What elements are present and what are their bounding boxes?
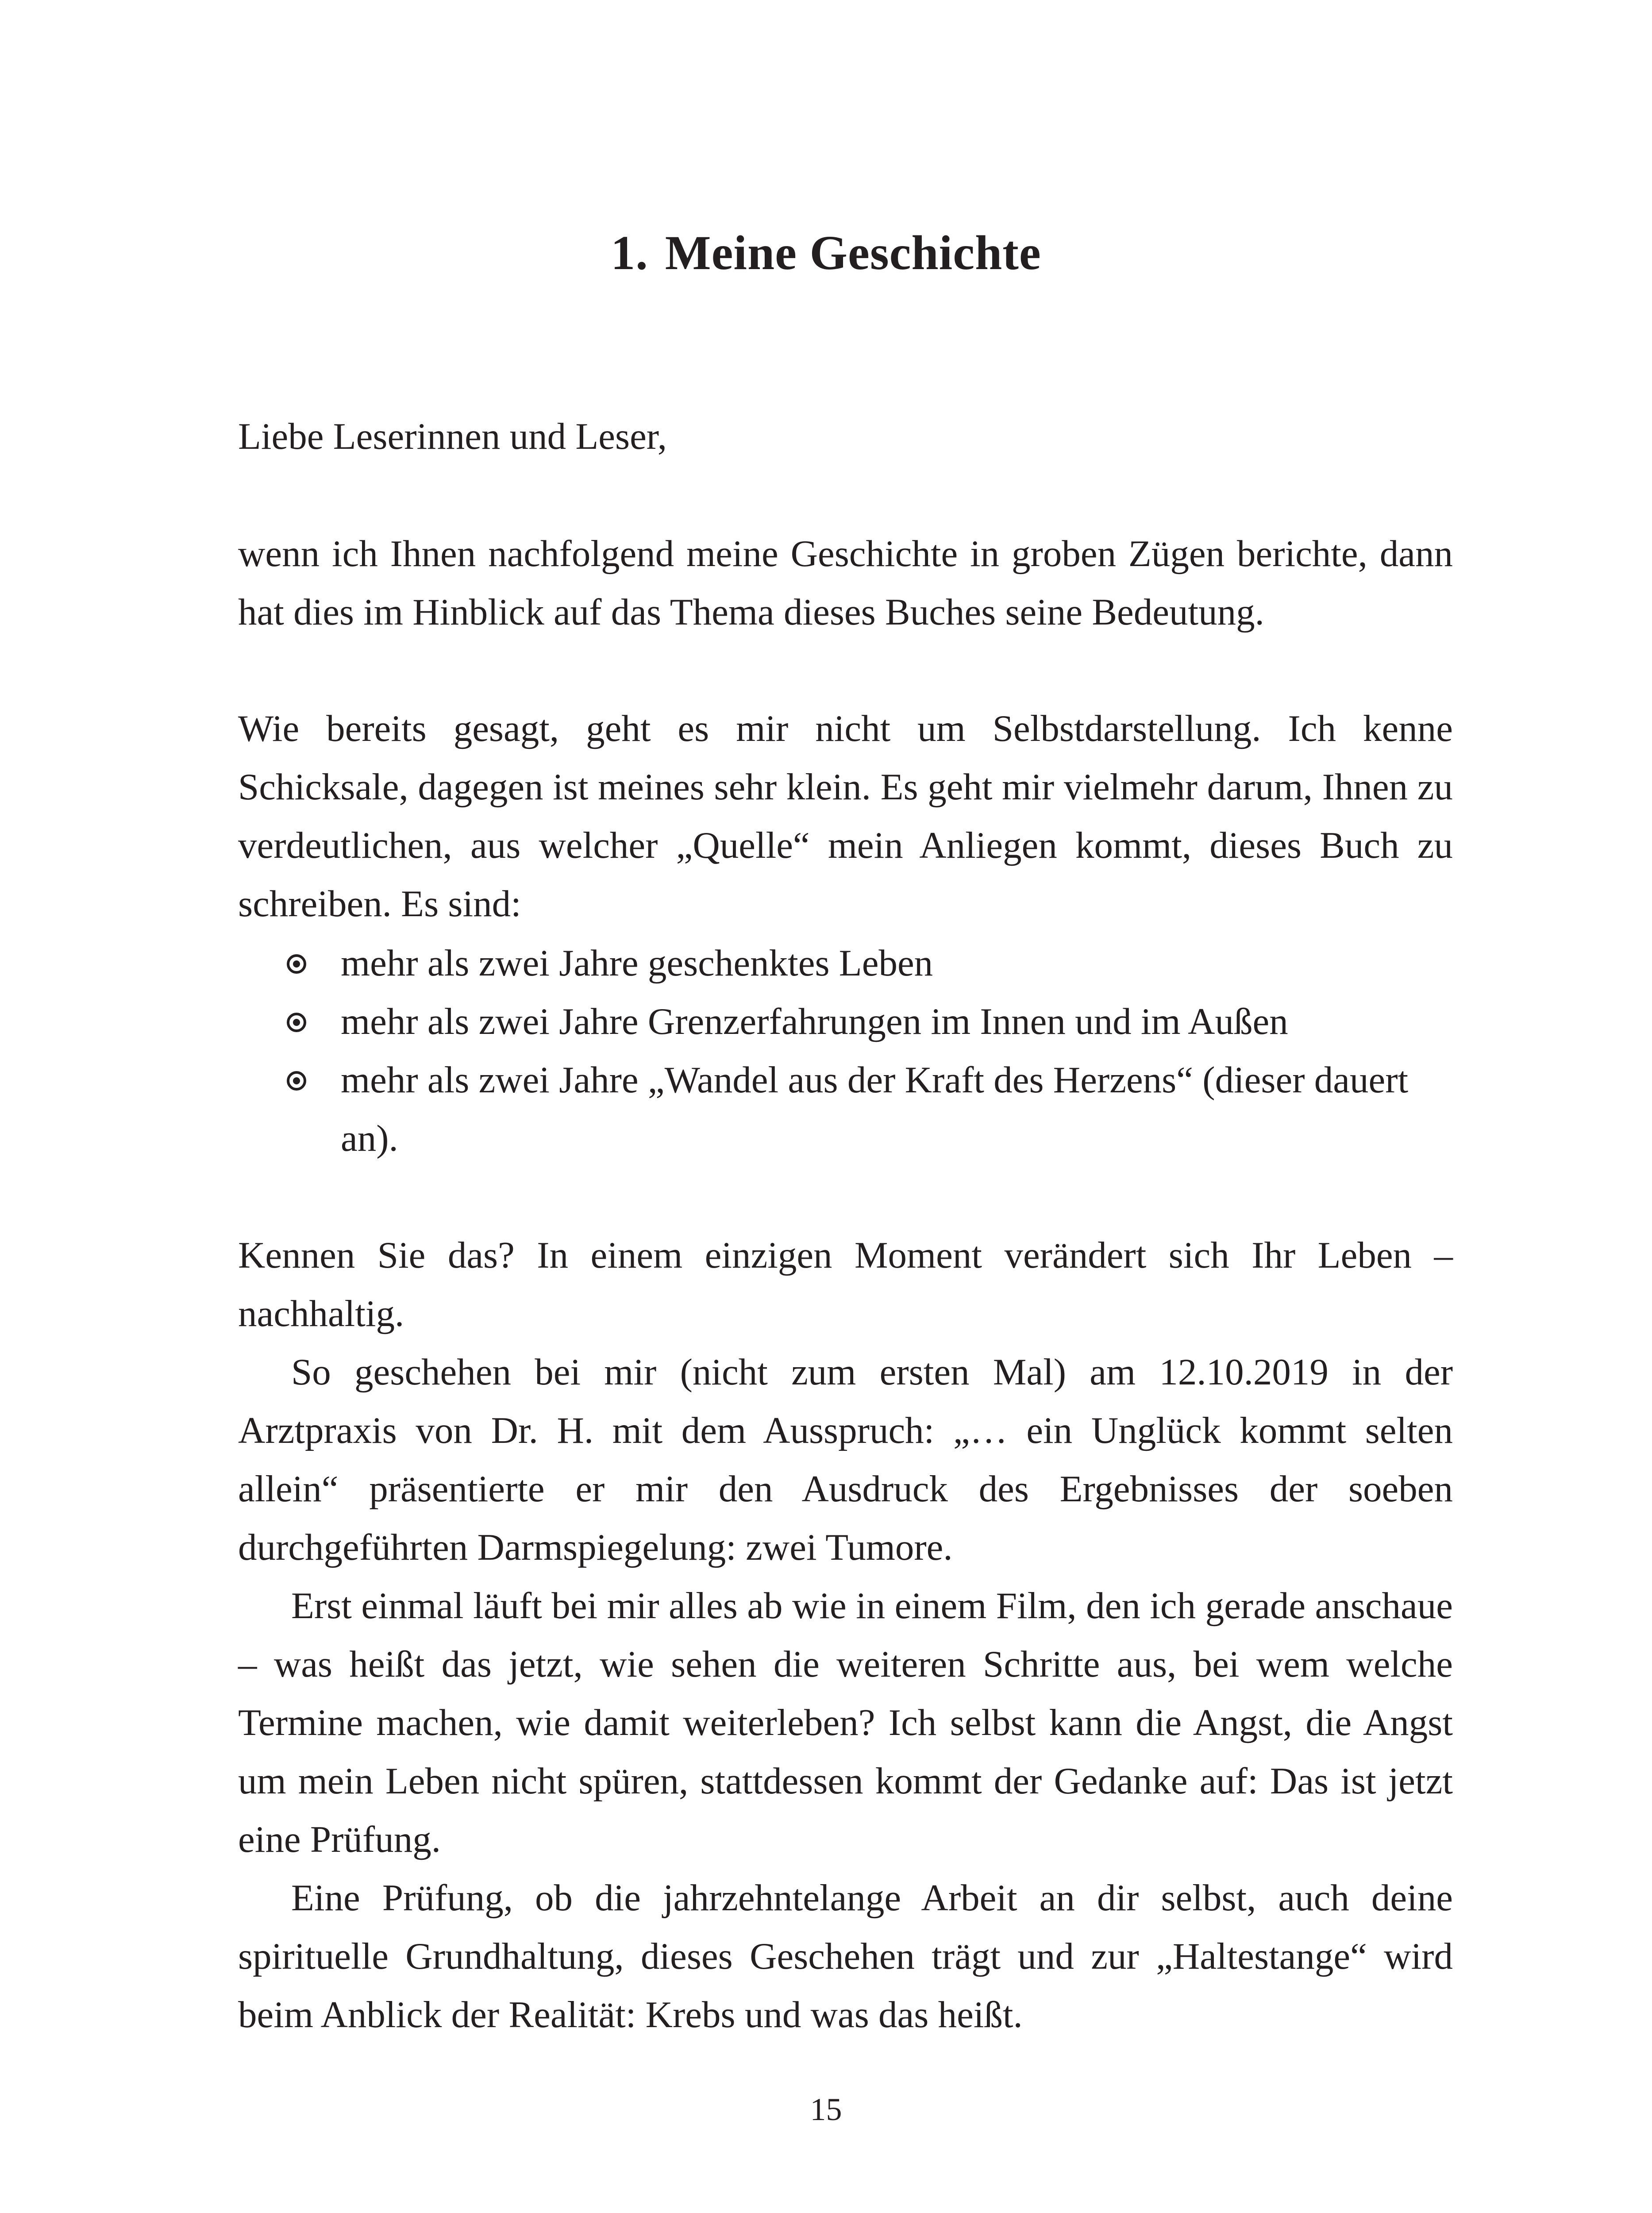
story-paragraph: Kennen Sie das? In einem einzigen Moment verändert sich Ihr Leben – nachhaltig. [238, 1234, 1453, 1334]
bullet-list [238, 934, 1453, 1168]
circle-bullet-icon [287, 1013, 306, 1032]
quelle-paragraph: Wie bereits gesagt, geht es mir nicht um Selbstdarstellung. Ich kenne Schicksale, dagegen ist meines sehr klein. Es geht mir vielmehr darum, Ihnen zu verdeutlichen, aus welcher „Quelle“ mein Anliegen kommt, dieses Buch zu schreiben. Es sind: [238, 708, 1453, 925]
story-paragraph: Erst einmal läuft bei mir alles ab wie in einem Film, den ich gerade anschaue – was heißt das jetzt, wie sehen die weiteren Schritte aus, bei wem welche Termine machen, wie damit weiterleben? Ich selbst kann die Angst, die Angst um mein Leben nicht spüren, stattdessen kommt der Gedanke auf: Das ist jetzt eine Prüfung. [238, 1585, 1453, 1860]
quelle-block [238, 699, 1453, 933]
intro-paragraph: wenn ich Ihnen nachfolgend meine Geschichte in groben Zügen berichte, dann hat dies im Hinblick auf das Thema dieses Buches seine Bedeutung. [238, 533, 1453, 633]
list-item-text: mehr als zwei Jahre „Wandel aus der Kraft des Herzens“ (dieser dauert an). [341, 1059, 1409, 1159]
story-block [238, 1226, 1453, 2044]
salutation-block [238, 407, 1453, 466]
list-item-text: mehr als zwei Jahre Grenzerfahrungen im Innen und im Außen [341, 1001, 1288, 1042]
salutation: Liebe Leserinnen und Leser, [238, 416, 667, 457]
intro-block [238, 524, 1453, 641]
list-item [238, 934, 1453, 992]
chapter-title-text: Meine Geschichte [665, 226, 1041, 280]
story-paragraph: So geschehen bei mir (nicht zum ersten Mal) am 12.10.2019 in der Arztpraxis von Dr. H. mit dem Ausspruch: „… ein Unglück kommt selten allein“ präsentierte er mir den Ausdruck des Ergebnisses der soeben durchgeführten Darmspiegelung: zwei Tumore. [238, 1351, 1453, 1568]
chapter-number: 1. [611, 226, 648, 280]
circle-bullet-icon [287, 1071, 306, 1091]
story-paragraph: Eine Prüfung, ob die jahrzehntelange Arbeit an dir selbst, auch deine spirituelle Grundhaltung, dieses Geschehen trägt und zur „Haltestange“ wird beim Anblick der Realität: Krebs und was das heißt. [238, 1877, 1453, 2036]
list-item-text: mehr als zwei Jahre geschenktes Leben [341, 942, 933, 984]
chapter-title [0, 224, 1652, 282]
list-item [238, 1051, 1453, 1168]
page-number: 15 [810, 2092, 842, 2127]
list-item [238, 992, 1453, 1051]
circle-bullet-icon [287, 954, 306, 974]
